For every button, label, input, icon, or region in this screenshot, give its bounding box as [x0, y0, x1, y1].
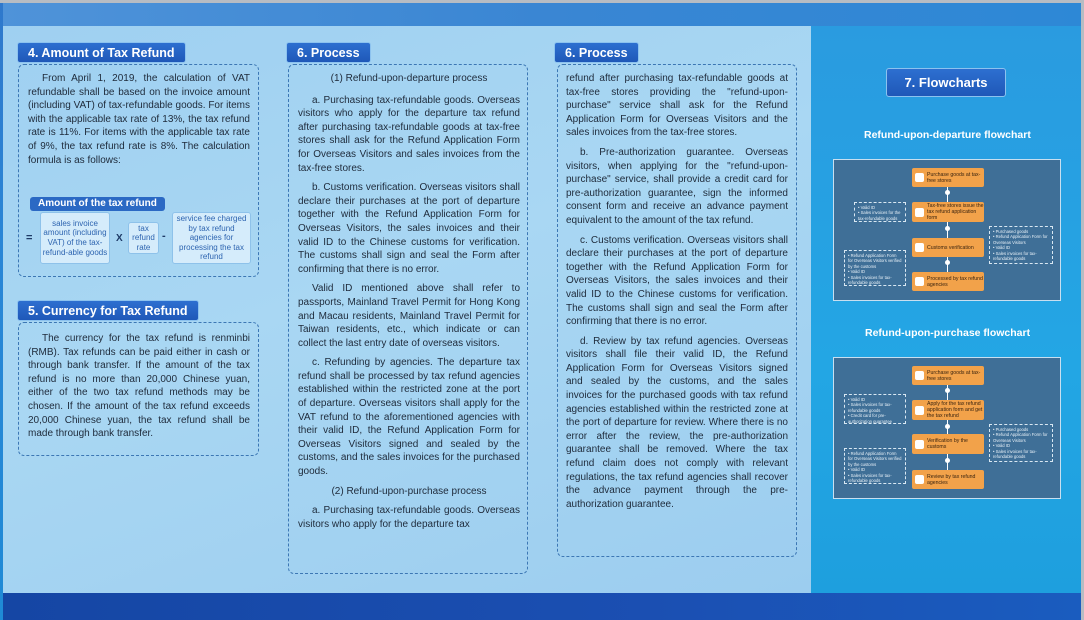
paragraph: d. Review by tax refund agencies. Overseas visitors shall file their valid ID, the Refund Application Form for Overseas Visitors signed and sealed by the customs, and the sales invoices for the purchased goods with tax refund agencies established within the restricted zone at the port of departure for review. Where there is no error after the review, the pre-authorization guarantee shall be removed. Where the tax refund claim does not comply with relevant regulations, the tax refund agencies shall recover the advance payment through the pre-authorization guarantee.: [566, 335, 788, 510]
flowchart-1-right-note: • Purchased goods • Refund Application Form for Overseas Visitors • Valid ID • Sales invoices for tax-refundable goods: [989, 226, 1053, 264]
paragraph: b. Customs verification. Overseas visitors shall declare their purchases at the port of departure together with the Refund Application Form for Overseas Visitors, the sales invoices and their valid ID to the Chinese customs for verification. The customs shall sign and seal the Form after confirming that there is no error.: [298, 182, 520, 275]
formula-label: Amount of the tax refund: [30, 197, 165, 211]
flowchart-1-left-note-1: • Valid ID • Sales invoices for the tax-refundable goods: [854, 202, 906, 222]
section-4-paragraph: From April 1, 2019, the calculation of VAT refundable shall be based on the invoice amount (including VAT) of tax-refundable goods. For items with the applicable tax rate of 13%, the tax refund rate is 11%. For items with the applicable tax rate of 9%, the tax refund rate is 8%. The calculation formula is as follows:: [28, 73, 250, 166]
flowchart-2-step-3: Verification by the customs: [912, 434, 984, 454]
section-6-box-a: [288, 64, 528, 574]
formula-term-service-fee: service fee charged by tax refund agencies for processing the tax refund: [172, 212, 251, 264]
paragraph: refund after purchasing tax-refundable goods at tax-free stores providing the "refund-upon-purchase" service shall ask for the Refund Application Form for Overseas Visitors and the sales invoices from the tax-free stores.: [566, 73, 788, 139]
section-6-title-a: 6. Process: [286, 42, 371, 63]
paragraph: Valid ID mentioned above shall refer to passports, Mainland Travel Permit for Hong Kong and Macau residents, Mainland Travel Permit for Taiwan residents, etc., which indicate or can collect the last entry date of overseas visitors.: [298, 283, 520, 349]
paragraph: c. Customs verification. Overseas visitors shall declare their purchases at the port of departure together with the Refund Application Form for Overseas Visitors, the sales invoices and their valid ID to the Chinese customs for verification. The customs shall sign and seal the Form after confirming that there is no error.: [566, 234, 788, 328]
envelope-icon: [915, 475, 924, 484]
section-6-title-b: 6. Process: [554, 42, 639, 63]
refund-icon: [915, 277, 924, 286]
page-border-top: [0, 0, 1084, 3]
bag-icon: [915, 173, 924, 182]
flowchart-2-right-note: • Purchased goods • Refund Application Form for Overseas Visitors • Valid ID • Sales invoices for tax-refundable goods: [989, 424, 1053, 462]
flowchart-1: [833, 159, 1061, 301]
flowchart-2-step-1: Purchase goods at tax-free stores: [912, 366, 984, 385]
bottom-band: [3, 593, 1081, 620]
flowchart-2-step-4: Review by tax refund agencies: [912, 470, 984, 489]
section-5-box: [18, 322, 259, 456]
flowchart-2-step-2: Apply for the tax refund application form and get the tax refund: [912, 400, 984, 420]
customs-icon: [915, 243, 924, 252]
subheading-refund-upon-purchase: (2) Refund-upon-purchase process: [331, 485, 487, 497]
paragraph: c. Refunding by agencies. The departure tax refund shall be processed by tax refund agencies established within the restricted zone at the port of departure. Overseas visitors shall apply for the VAT refund to the aforementioned agencies with their valid ID, the Refund Application Form for Overseas Visitors signed and sealed by the customs, and the sales invoices for the purchased goods.: [298, 357, 520, 478]
flowchart-1-left-note-2: • Refund Application Form for Overseas Visitors verified by the customs • Valid ID • Sales invoices for tax-refundable goods: [844, 250, 906, 286]
paragraph: a. Purchasing tax-refundable goods. Overseas visitors who apply for the departure tax: [298, 505, 520, 530]
formula-equals: =: [26, 232, 33, 244]
bag-icon: [915, 371, 924, 380]
paragraph: a. Purchasing tax-refundable goods. Overseas visitors who apply for the departure tax refund after purchasing tax-refundable goods at tax-free stores shall ask for the Refund Application Form for Overseas Visitors and sales invoices from the tax-free stores.: [298, 94, 520, 174]
flowchart-2-left-note-2: • Refund Application Form for Overseas Visitors verified by the customs • Valid ID • Sales invoices for tax-refundable goods: [844, 448, 906, 484]
section-4-title: 4. Amount of Tax Refund: [17, 42, 186, 63]
formula-minus: -: [162, 230, 166, 242]
section-5-title: 5. Currency for Tax Refund: [17, 300, 199, 321]
flowchart-2: [833, 357, 1061, 499]
flowchart-1-step-4: Processed by tax refund agencies: [912, 272, 984, 291]
formula-times: X: [116, 233, 123, 244]
document-icon: [915, 208, 924, 217]
formula-term-invoice: sales invoice amount (including VAT) of the tax-refund-able goods: [40, 212, 110, 264]
flowchart-1-title: Refund-upon-departure flowchart: [864, 129, 1031, 141]
section-5-paragraph: The currency for the tax refund is renminbi (RMB). Tax refunds can be paid either in cash or through bank transfer. If the amount of the tax refund is no more than 20,000 Chinese yuan, either of the two tax refund methods may be chosen. If the amount of the tax refund exceeds 20,000 Chinese yuan, the tax refund shall be made through bank transfer.: [28, 333, 250, 440]
document-icon: [915, 406, 924, 415]
flowchart-panel: [811, 26, 1081, 593]
flowchart-2-title: Refund-upon-purchase flowchart: [865, 327, 1031, 339]
customs-icon: [915, 440, 924, 449]
flowchart-2-left-note-1: • Valid ID • Sales invoices for tax-refundable goods • Credit card for pre-authorization guarantee: [844, 394, 906, 424]
subheading-refund-upon-departure: (1) Refund-upon-departure process: [330, 73, 488, 84]
flowchart-1-step-1: Purchase goods at tax-free stores: [912, 168, 984, 187]
section-6-box-b: [557, 64, 797, 557]
flowchart-1-step-2: Tax-free stores issue the tax refund application form: [912, 202, 984, 222]
paragraph: b. Pre-authorization guarantee. Overseas visitors, when applying for the "refund-upon-purchase" service, shall provide a credit card for pre-authorization guarantee, sign the informed consent form and receive an advance payment equivalent to the amount of the tax refund.: [566, 146, 788, 226]
section-7-title: 7. Flowcharts: [886, 68, 1006, 97]
flowchart-1-step-3: Customs verification: [912, 238, 984, 257]
formula-term-rate: tax refund rate: [128, 222, 159, 254]
top-band: [3, 3, 1081, 26]
